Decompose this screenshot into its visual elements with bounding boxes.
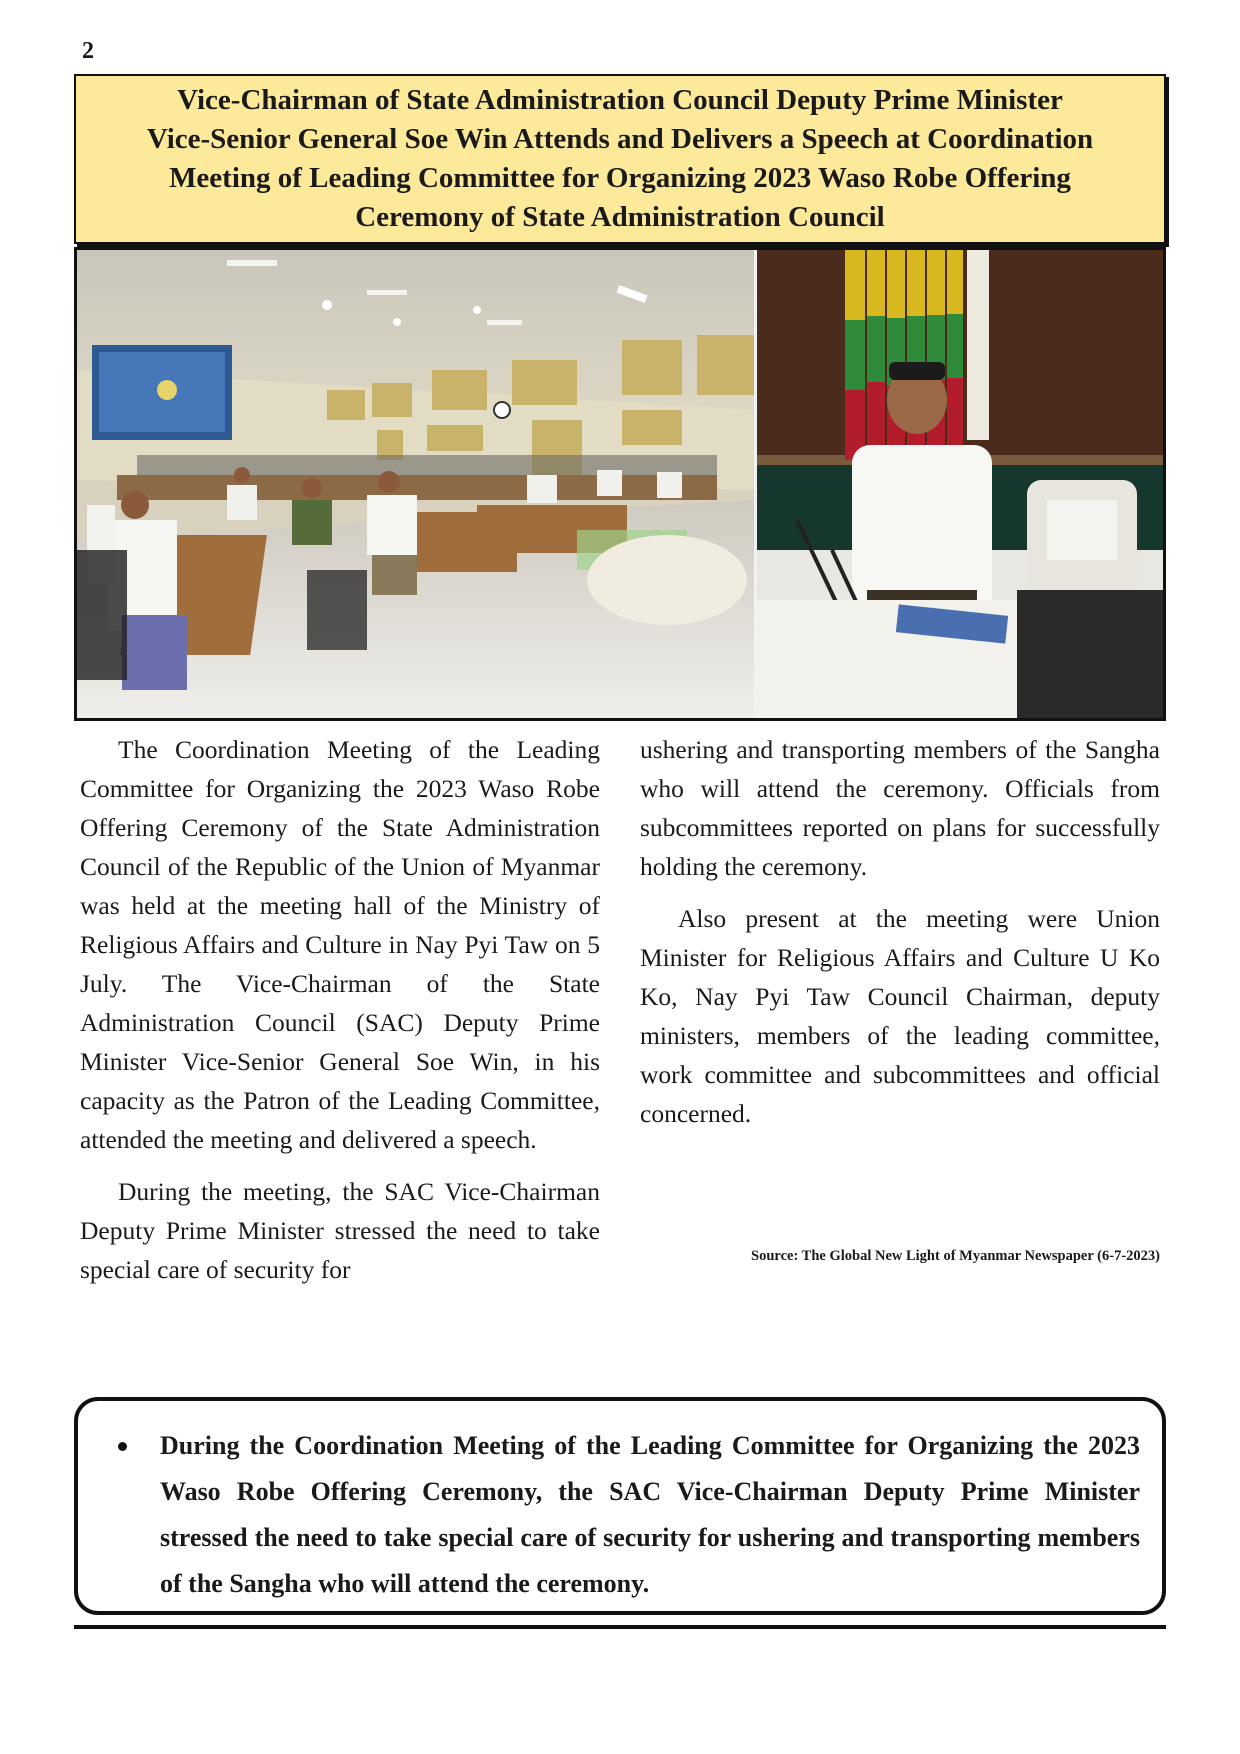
page-number: 2 bbox=[82, 38, 94, 64]
bottom-rule bbox=[74, 1625, 1166, 1629]
photo-strip bbox=[74, 247, 1166, 721]
speaker-podium-image bbox=[757, 250, 1163, 718]
summary-text: During the Coordination Meeting of the Leading Committee for Organizing the 2023 Waso Robe Offering Ceremony, the SAC Vice-Chairman Deputy Prime Minister stressed the need to take special care of security for ushering and transporting members of the Sangha who will attend the ceremony. bbox=[160, 1431, 1140, 1598]
title-line: Meeting of Leading Committee for Organizing 2023 Waso Robe Offering bbox=[169, 162, 1071, 194]
speaker-podium-photo bbox=[757, 250, 1163, 718]
body-column-left bbox=[80, 730, 600, 1302]
source-credit: Source: The Global New Light of Myanmar Newspaper (6-7-2023) bbox=[751, 1248, 1160, 1264]
bullet-icon bbox=[118, 1442, 127, 1451]
summary-bullet bbox=[126, 1423, 1140, 1607]
title-line: Vice-Senior General Soe Win Attends and Delivers a Speech at Coordination bbox=[146, 123, 1094, 155]
summary-box bbox=[74, 1397, 1166, 1615]
body-paragraph: ushering and transporting members of the Sangha who will attend the ceremony. Officials from subcommittees reported on plans for successfully holding the ceremony. bbox=[640, 735, 1160, 881]
body-column-right bbox=[640, 730, 1160, 1146]
meeting-hall-photo bbox=[77, 250, 754, 718]
meeting-hall-image bbox=[77, 250, 754, 718]
body-paragraph: The Coordination Meeting of the Leading Committee for Organizing the 2023 Waso Robe Offering Ceremony of the State Administration Council of the Republic of the Union of Myanmar was held at the meeting hall of the Ministry of Religious Affairs and Culture in Nay Pyi Taw on 5 July. The Vice-Chairman of the State Administration Council (SAC) Deputy Prime Minister Vice-Senior General Soe Win, in his capacity as the Patron of the Leading Committee, attended the meeting and delivered a speech. bbox=[80, 735, 600, 1154]
article-title-box bbox=[74, 74, 1166, 244]
summary-list bbox=[126, 1423, 1140, 1607]
body-paragraph: Also present at the meeting were Union Minister for Religious Affairs and Culture U Ko Ko, Nay Pyi Taw Council Chairman, deputy ministers, members of the leading committee, work committee and subcommittees and official concerned. bbox=[640, 904, 1160, 1128]
body-paragraph: During the meeting, the SAC Vice-Chairman Deputy Prime Minister stressed the need to take special care of security for bbox=[80, 1177, 600, 1284]
title-line: Vice-Chairman of State Administration Council Deputy Prime Minister bbox=[177, 84, 1063, 116]
title-line: Ceremony of State Administration Council bbox=[355, 201, 885, 233]
